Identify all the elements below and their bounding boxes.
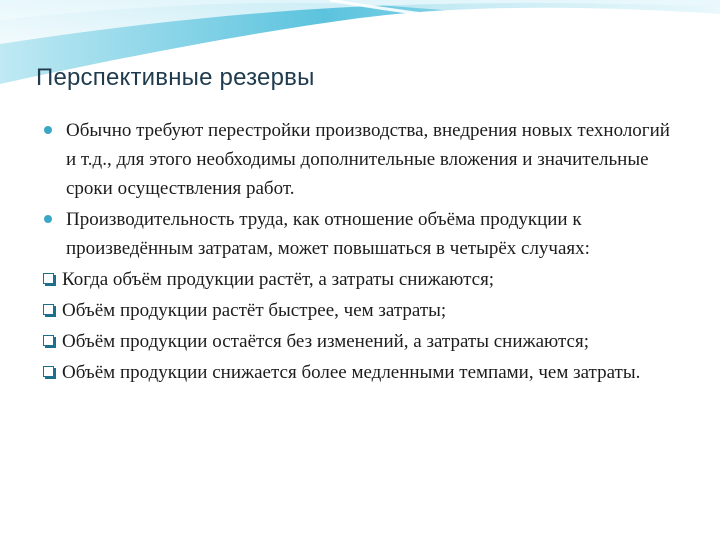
list-item-text: Объём продукции снижается более медленными темпами, чем затраты. — [62, 362, 641, 383]
checkbox-bullet-icon — [40, 327, 54, 346]
checkbox-bullet-icon — [40, 265, 54, 284]
list-item — [40, 327, 680, 356]
list-item-text: Производительность труда, как отношение объёма продукции к произведённым затратам, может повышаться в четырёх случаях: — [66, 209, 590, 259]
list-item — [40, 205, 680, 263]
list-item-text: Обычно требуют перестройки производства, внедрения новых технологий и т.д., для этого необходимы дополнительные вложения и значительные сроки осуществления работ. — [66, 120, 670, 199]
checkbox-bullet-icon — [40, 296, 54, 315]
bullet-dot-icon — [40, 116, 52, 134]
bullet-dot-icon — [40, 205, 52, 223]
list-item-text: Объём продукции растёт быстрее, чем затраты; — [62, 300, 447, 321]
checkbox-bullet-icon — [40, 358, 54, 377]
slide-title: Перспективные резервы — [36, 64, 315, 91]
list-item — [40, 265, 680, 294]
bullet-list — [40, 116, 680, 387]
list-item-text: Объём продукции остаётся без изменений, а затраты снижаются; — [62, 331, 589, 352]
list-item — [40, 116, 680, 203]
list-item — [40, 358, 680, 387]
list-item — [40, 296, 680, 325]
list-item-text: Когда объём продукции растёт, а затраты снижаются; — [62, 269, 495, 290]
